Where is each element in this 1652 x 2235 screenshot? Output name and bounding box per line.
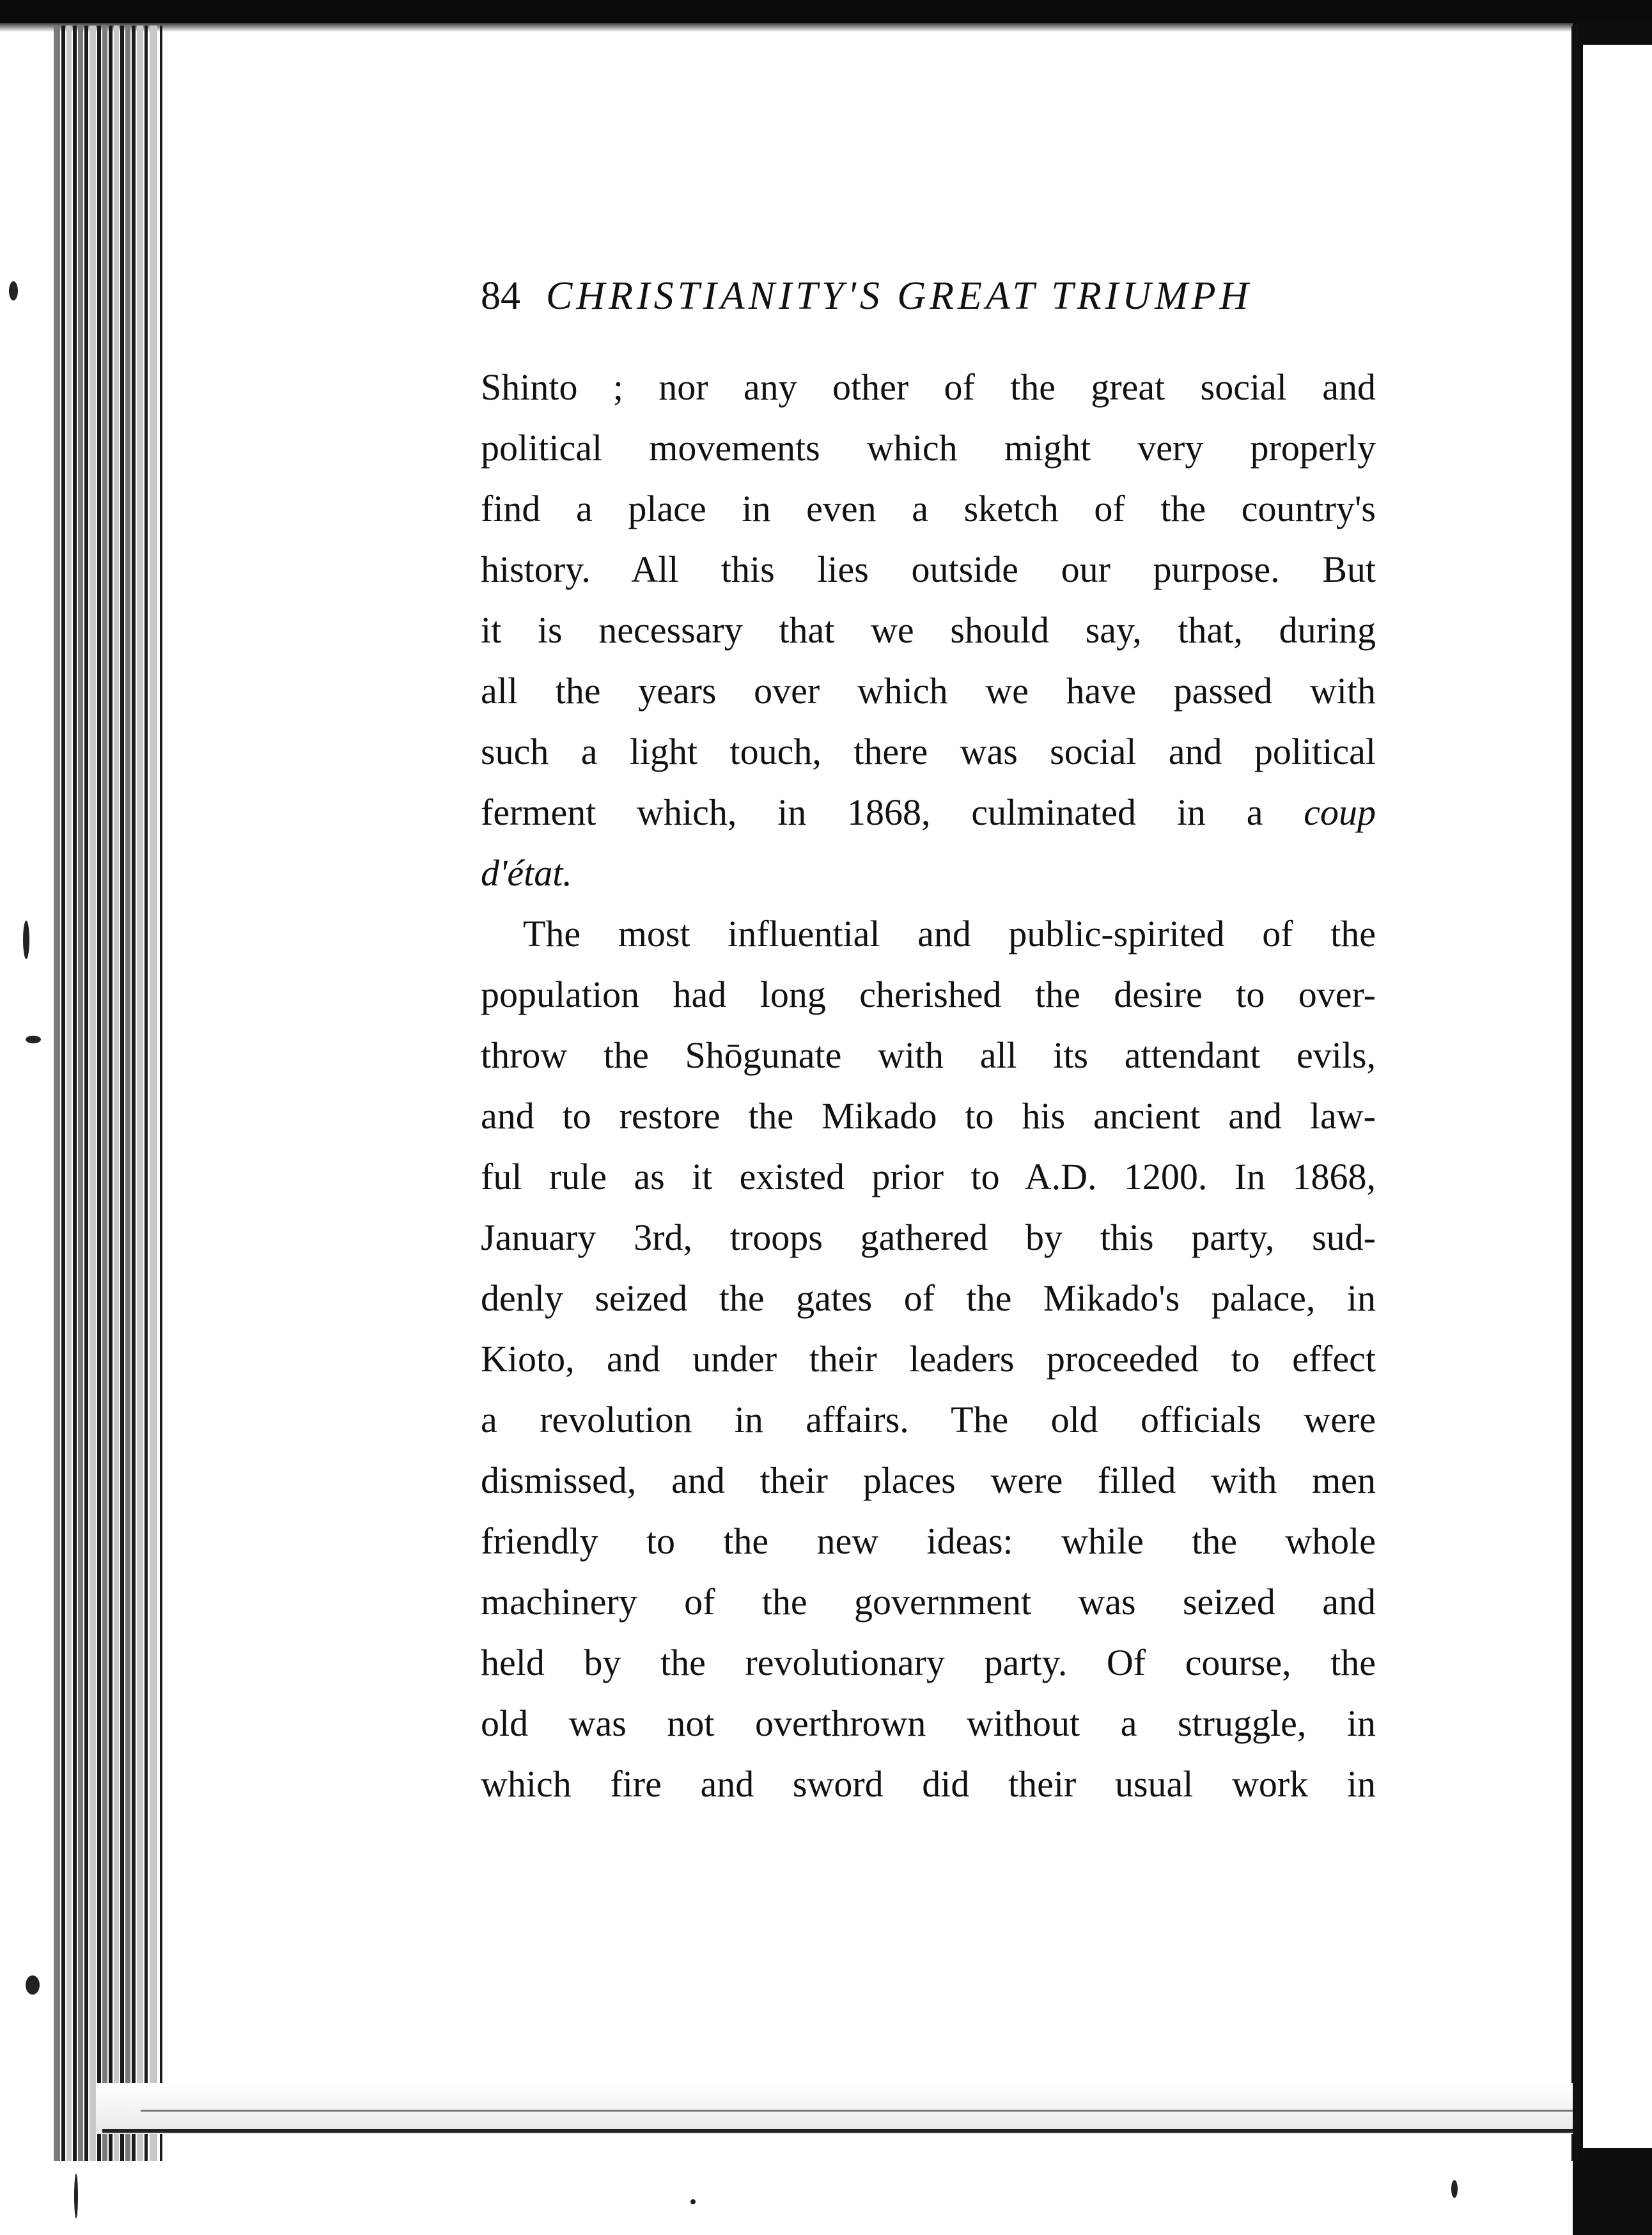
text-span: ferment which, in 1868, culminated in a (481, 791, 1263, 833)
text-line: friendly to the new ideas: while the whole (481, 1520, 1376, 1562)
text-line: January 3rd, troops gathered by this party, sud- (481, 1217, 1376, 1258)
page-stack-edge (150, 26, 157, 2161)
text-line: Shinto ; nor any other of the great social and (481, 366, 1376, 408)
text-line: machinery of the government was seized and (481, 1581, 1376, 1623)
text-line: which fire and sword did their usual work in (481, 1763, 1376, 1805)
text-line: The most influential and public-spirited of the (523, 913, 1376, 954)
page-stack-edge (84, 26, 88, 2161)
text-line: Kioto, and under their leaders proceeded to effect (481, 1338, 1376, 1380)
page-stack-edge (102, 26, 107, 2161)
scan-speck (9, 281, 18, 300)
text-line: political movements which might very properly (481, 427, 1376, 469)
italic-text: coup (1304, 791, 1376, 833)
page-stack-edge (114, 26, 119, 2161)
text-line (481, 782, 1376, 843)
text-line: a revolution in affairs. The old officials were (481, 1399, 1376, 1440)
scan-speck (26, 1036, 41, 1043)
page-stack-edge (144, 26, 148, 2161)
page-stack-edge (73, 26, 77, 2161)
text-line: history. All this lies outside our purpose. But (481, 549, 1376, 590)
scan-speck (74, 2174, 78, 2218)
page-bottom-edge (96, 2083, 1573, 2134)
text-line: denly seized the gates of the Mikado's palace, in (481, 1277, 1376, 1319)
text-line: old was not overthrown without a struggle, in (481, 1702, 1376, 1744)
page-bottom-line (102, 2129, 1573, 2133)
text-line: throw the Shōgunate with all its attendant evils, (481, 1034, 1376, 1076)
page-stack-edge (120, 26, 124, 2161)
page-stack-edge (109, 26, 113, 2161)
italic-text: d'état. (481, 852, 572, 894)
text-line: and to restore the Mikado to his ancient and law- (481, 1095, 1376, 1137)
page-stack-edge (125, 26, 130, 2161)
scan-speck (26, 1975, 40, 1995)
running-head (481, 267, 1376, 325)
scan-speck (1451, 2180, 1458, 2198)
page-number: 84 (481, 274, 520, 318)
scan-right-gap (1583, 45, 1652, 2148)
page-stack-edge (97, 26, 101, 2161)
page-bottom-line (141, 2110, 1573, 2112)
page-stack-edge (54, 26, 60, 2161)
page-stack-edge (66, 26, 72, 2161)
scan-top-shadow (0, 23, 1652, 32)
page-stack-edge (137, 26, 143, 2161)
page-stack-edge (61, 26, 65, 2161)
running-head-title: CHRISTIANITY'S GREAT TRIUMPH (546, 274, 1252, 318)
scan-top-edge (0, 0, 1652, 23)
page-stack-edge (78, 26, 83, 2161)
body-text (481, 357, 1376, 1814)
page-stack-edge (90, 26, 96, 2161)
text-line: population had long cherished the desire to over- (481, 974, 1376, 1015)
text-line: ful rule as it existed prior to A.D. 1200. In 1868, (481, 1156, 1376, 1197)
text-line: held by the revolutionary party. Of course, the (481, 1642, 1376, 1683)
text-line (481, 843, 1376, 903)
text-line: dismissed, and their places were filled with men (481, 1460, 1376, 1501)
scan-right-line (1571, 26, 1579, 2161)
text-line: find a place in even a sketch of the country's (481, 488, 1376, 529)
text-line: such a light touch, there was social and political (481, 731, 1376, 772)
text-line: it is necessary that we should say, that, during (481, 609, 1376, 651)
scan-speck (23, 921, 29, 959)
page-stack-edge (160, 26, 162, 2161)
page-stack-edge (132, 26, 136, 2161)
scan-speck (690, 2199, 696, 2204)
text-line: all the years over which we have passed with (481, 670, 1376, 712)
